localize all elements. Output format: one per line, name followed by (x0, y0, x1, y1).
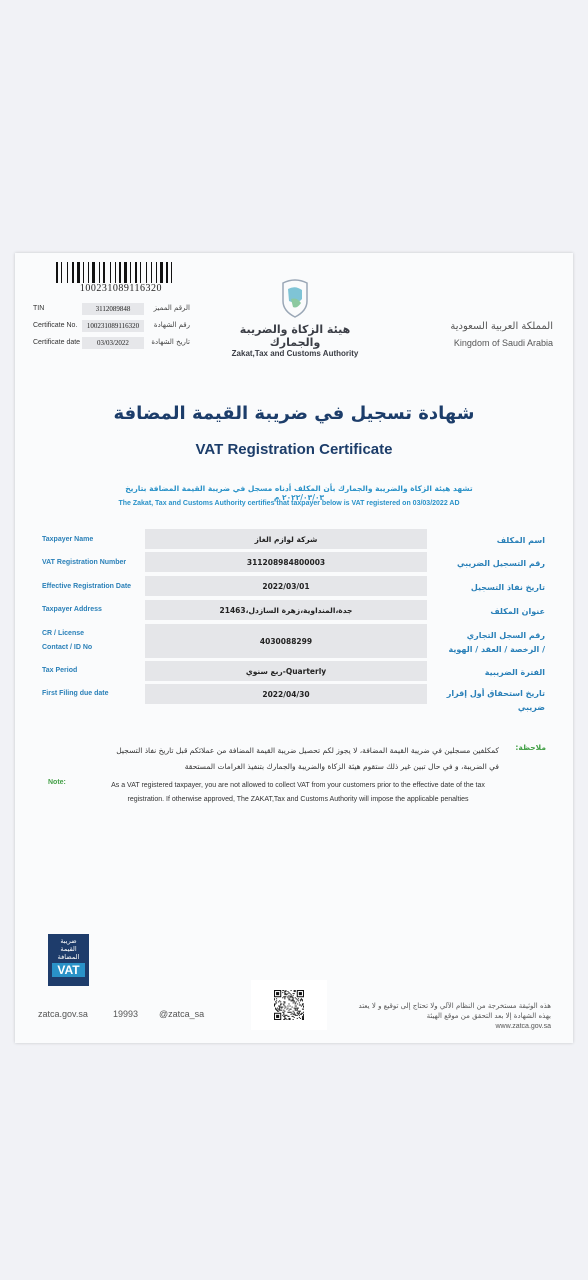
taxpayer-address-value: جدة،المنداوية،زهرة السازدل،21463 (145, 600, 427, 620)
taxpayer-address-label: Taxpayer Address (42, 606, 102, 613)
note-label-ar: ملاحظة: (515, 743, 546, 752)
vat-logo-ar-2: القيمة (60, 945, 77, 953)
qr-code (251, 980, 327, 1030)
tax-period-label: Tax Period (42, 667, 78, 674)
taxpayer-address-label-ar: عنوان المكلف (490, 607, 545, 616)
kingdom-name-en: Kingdom of Saudi Arabia (453, 338, 553, 348)
certifies-text-en: The Zakat, Tax and Customs Authority certifies that taxpayer below is VAT registered on 03/03/2022 AD (118, 500, 460, 507)
vat-certificate (15, 253, 573, 1043)
vat-logo-ar-1: ضريبة (60, 937, 77, 945)
vat-number-label-ar: رقم التسجيل الضريبي (457, 559, 545, 568)
note-text-ar: كمكلفين مسجلين في ضريبة القيمة المضافة، لا يجوز لكم تحصيل ضريبة القيمة المضافة من عملائكم قبل تاريخ نفاذ التسجيل في الضريبة، و في حال تبين غير ذلك ستقوم هيئة الزكاة والضريبة والجمارك بتنفيذ الغرامات المستحقة (116, 746, 499, 771)
tin-label-ar: الرقم المميز (153, 304, 190, 312)
vat-logo (48, 934, 89, 986)
certifies-text-ar: تشهد هيئة الزكاة والضريبة والجمارك بأن المكلف أدناه مسجل في ضريبة القيمة المضافة بتاريخ ٢٠٢٢/٠٣/٠٣ م (125, 484, 473, 502)
footer-website[interactable]: zatca.gov.sa (38, 1009, 88, 1019)
cr-license-label-ar: رقم السجل التجاري (466, 631, 545, 640)
effective-date-label: Effective Registration Date (42, 583, 132, 590)
certificate-no-value: 100231089116320 (82, 320, 144, 332)
page-title-ar: شهادة تسجيل في ضريبة القيمة المضافة (113, 403, 475, 424)
vat-number-label: VAT Registration Number (42, 559, 127, 566)
authority-logo (215, 277, 375, 358)
first-filing-label: First Filing due date (42, 690, 109, 697)
authority-name-en: Zakat,Tax and Customs Authority (231, 349, 359, 358)
effective-date-label-ar: تاريخ نفاذ التسجيل (470, 583, 545, 592)
tax-period-label-ar: الفترة الضريبية (484, 668, 545, 677)
vat-logo-ar-3: المضافة (57, 953, 80, 961)
taxpayer-name-label-ar: اسم المكلف (496, 536, 545, 545)
authority-name-ar: هيئة الزكاة والضريبة والجمارك (239, 323, 351, 349)
taxpayer-name-value: شركة لوازم الغاز (145, 529, 427, 549)
cr-license-value: 4030088299 (145, 624, 427, 658)
note-text-en: As a VAT registered taxpayer, you are not allowed to collect VAT from your customers prior to the effective date of the tax registration. If otherwise approved, The ZAKAT,Tax and Customs Authority will impose the applicable penalties (111, 782, 485, 803)
tax-period-value: ربع سنوي-Quarterly (145, 661, 427, 681)
page-title-en: VAT Registration Certificate (195, 441, 393, 458)
footer-handle[interactable]: @zatca_sa (159, 1009, 205, 1019)
tin-label: TIN (33, 305, 45, 312)
first-filing-value: 2022/04/30 (145, 684, 427, 704)
kingdom-name-ar: المملكة العربية السعودية (450, 321, 553, 332)
certificate-no-label: Certificate No. (33, 322, 78, 329)
vat-logo-en: VAT (52, 963, 85, 977)
qr-code-icon (274, 990, 304, 1020)
zatca-emblem-icon (275, 277, 315, 319)
certificate-date-label: Certificate date (33, 339, 81, 346)
certificate-no-label-ar: رقم الشهادة (153, 321, 190, 329)
barcode-number: 100231089116320 (56, 283, 186, 294)
effective-date-value: 2022/03/01 (145, 576, 427, 596)
cr-license-label: CR / License (42, 630, 85, 637)
contact-id-label: Contact / ID No (42, 644, 93, 651)
tin-value: 3112089848 (82, 303, 144, 315)
first-filing-label-ar: تاريخ استحقاق أول إقرار (446, 689, 545, 698)
footer-phone[interactable]: 19993 (113, 1009, 139, 1019)
first-filing-label-ar-2: ضريبي (517, 703, 545, 712)
vat-number-value: 311208984800003 (145, 552, 427, 572)
contact-id-label-ar: / الرخصة / العقد / الهوية (448, 645, 545, 654)
certificate-date-label-ar: تاريخ الشهادة (151, 338, 190, 346)
certificate-date-value: 03/03/2022 (82, 337, 144, 349)
note-label-en: Note: (48, 779, 66, 786)
footer-verify-url[interactable]: www.zatca.gov.sa (495, 1023, 551, 1030)
taxpayer-name-label: Taxpayer Name (42, 536, 94, 543)
footer-disclaimer-ar: هذه الوثيقة مستخرجة من النظام الآلي ولا تحتاج إلى توقيع و لا يعتد بهذه الشهادة إلا بعد التحقق من موقع الهيئة (358, 1002, 551, 1020)
